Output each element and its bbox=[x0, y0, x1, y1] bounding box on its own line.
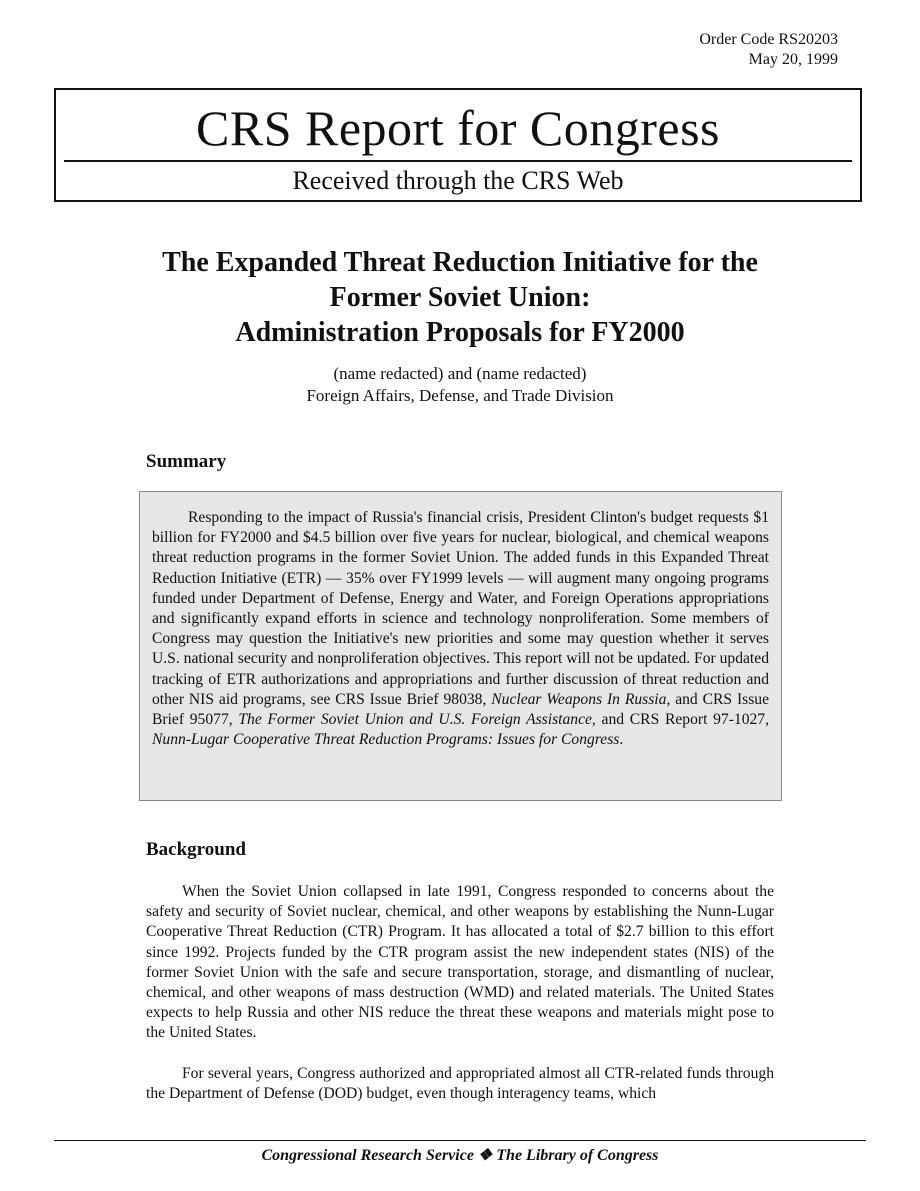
report-date: May 20, 1999 bbox=[748, 51, 838, 68]
reference-title: Nunn-Lugar Cooperative Threat Reduction Programs: Issues for Congress bbox=[152, 731, 620, 749]
masthead-title: CRS Report for Congress bbox=[196, 100, 720, 156]
footer-text: Congressional Research Service ❖ The Library of Congress bbox=[261, 1147, 659, 1164]
order-info bbox=[699, 30, 838, 70]
summary-text: Responding to the impact of Russia's financial crisis, President Clinton's budget requests $1 billion for FY2000 and $4.5 billion over five years for nuclear, biological, and chemical weapons threat reduction programs in the former Soviet Union. The added funds in this Expanded Threat Reduction Initiative (ETR) — 35% over FY1999 levels — will augment many ongoing programs funded under Department of Defense, Energy and Water, and Foreign Operations appropriations and significantly expand efforts in science and technology nonproliferation. Some members of Congress may question the Initiative's new priorities and some may question whether it serves U.S. national security and nonproliferation objectives. This report will not be updated. For updated tracking of ETR authorizations and appropriations and further discussion of threat reduction and other NIS aid programs, see CRS Issue Brief 98038, Nuclear Weapons In Russia, and CRS Issue Brief 95077, The Former Soviet Union and U.S. Foreign Assistance, and CRS Report 97-1027, Nunn-Lugar Cooperative Threat Reduction Programs: Issues for Congress. bbox=[152, 509, 769, 749]
footer-rule bbox=[54, 1140, 866, 1141]
title-line: The Expanded Threat Reduction Initiative for the bbox=[162, 247, 758, 278]
reference-title: The Former Soviet Union and U.S. Foreign Assistance, bbox=[238, 711, 596, 729]
summary-heading: Summary bbox=[146, 451, 227, 472]
masthead-subtitle: Received through the CRS Web bbox=[292, 166, 624, 195]
author-names: (name redacted) and (name redacted) bbox=[333, 364, 587, 383]
author-division: Foreign Affairs, Defense, and Trade Division bbox=[306, 386, 614, 405]
authors-block bbox=[100, 363, 820, 407]
background-heading: Background bbox=[146, 839, 246, 860]
report-title bbox=[100, 245, 820, 350]
title-line: Former Soviet Union: bbox=[329, 282, 591, 313]
masthead bbox=[54, 88, 862, 202]
background-paragraph: When the Soviet Union collapsed in late 1991, Congress responded to concerns about the safety and security of Soviet nuclear, chemical, and other weapons by establishing the Nunn-Lugar Cooperative Threat Reduction (CTR) Program. It has allocated a total of $2.7 billion to this effort since 1992. Projects funded by the CTR program assist the new independent states (NIS) of the former Soviet Union with the safe and secure transportation, storage, and dismantling of nuclear, chemical, and other weapons of mass destruction (WMD) and related materials. The United States expects to help Russia and other NIS reduce the threat these weapons and materials might pose to the United States. bbox=[146, 883, 774, 1042]
masthead-rule bbox=[64, 160, 852, 162]
summary-box bbox=[139, 491, 782, 801]
background-paragraph: For several years, Congress authorized and appropriated almost all CTR-related funds through the Department of Defense (DOD) budget, even though interagency teams, which bbox=[146, 1065, 774, 1103]
title-line: Administration Proposals for FY2000 bbox=[235, 317, 685, 348]
reference-title: Nuclear Weapons In Russia bbox=[491, 690, 667, 708]
order-code: Order Code RS20203 bbox=[699, 31, 838, 48]
